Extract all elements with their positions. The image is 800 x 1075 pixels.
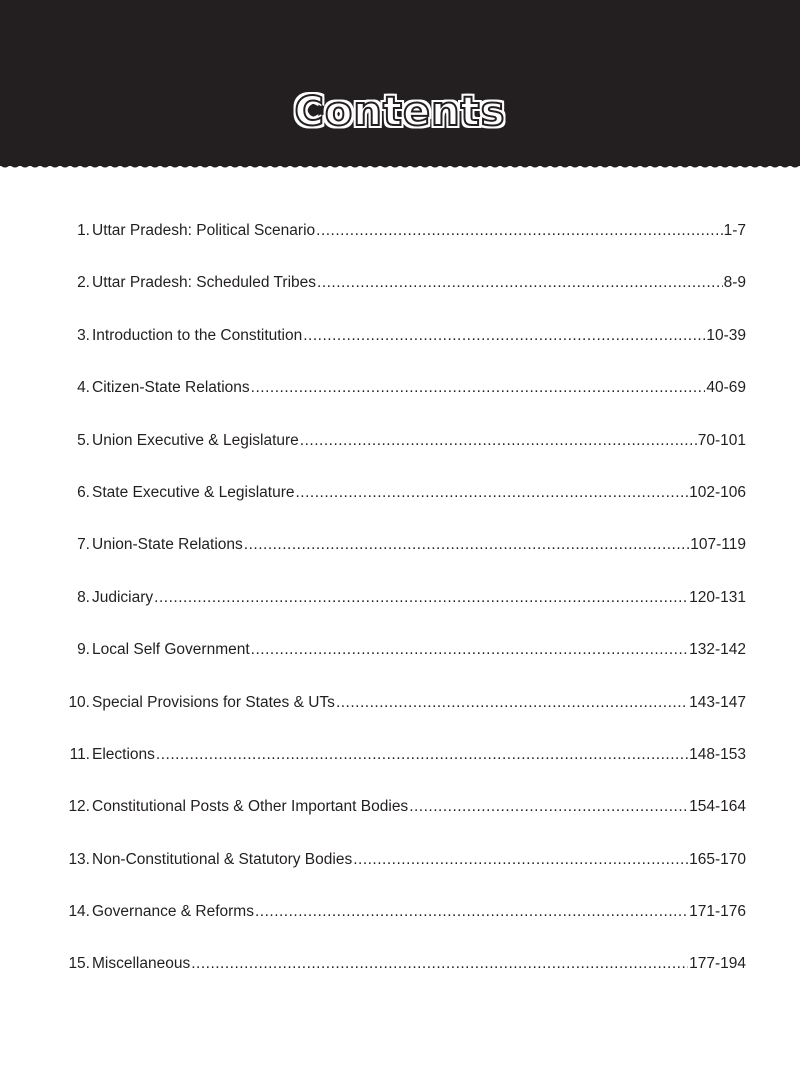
dot-leader: [409, 798, 688, 816]
dot-leader: [317, 274, 723, 292]
toc-title: Judiciary: [92, 588, 154, 606]
toc-title: Uttar Pradesh: Scheduled Tribes: [92, 274, 317, 292]
toc-row[interactable]: [60, 274, 746, 326]
toc-title: Citizen-State Relations: [92, 379, 250, 397]
toc-number: 10.: [68, 693, 90, 711]
toc-title: Union-State Relations: [92, 536, 243, 554]
dot-leader: [303, 327, 705, 345]
toc-row[interactable]: [60, 903, 746, 955]
header-banner: [0, 0, 800, 166]
toc-number: 6.: [77, 483, 90, 501]
toc-title: Uttar Pradesh: Political Scenario: [92, 222, 316, 239]
toc-pages: 177-194: [689, 955, 746, 973]
dot-leader: [191, 955, 688, 973]
toc-title: Non-Constitutional & Statutory Bodies: [92, 850, 353, 868]
toc-title: Special Provisions for States & UTs: [92, 693, 335, 711]
toc-pages: 10-39: [706, 326, 746, 344]
toc-row[interactable]: [60, 379, 746, 431]
toc-pages: 143-147: [689, 693, 746, 711]
toc-row[interactable]: [60, 327, 746, 379]
toc-number: 5.: [77, 431, 90, 449]
toc-number: 13.: [68, 850, 90, 868]
toc-row[interactable]: [60, 484, 746, 536]
toc-pages: 1-7: [723, 222, 746, 239]
toc-pages: 70-101: [697, 431, 746, 449]
toc-row[interactable]: [60, 955, 746, 1007]
toc-number: 1.: [77, 222, 90, 239]
toc-number: 12.: [68, 798, 90, 816]
toc-pages: 8-9: [723, 274, 746, 292]
dot-leader: [300, 432, 697, 450]
toc-number: 8.: [77, 588, 90, 606]
toc-title: Elections: [92, 745, 155, 763]
toc-number: 3.: [77, 326, 90, 344]
toc-row[interactable]: [60, 746, 746, 798]
toc-row[interactable]: [60, 798, 746, 850]
toc-row[interactable]: [60, 851, 746, 903]
toc-row[interactable]: [60, 536, 746, 588]
dot-leader: [156, 746, 688, 764]
toc-number: 9.: [77, 641, 90, 659]
toc-title: Local Self Government: [92, 641, 250, 659]
toc-row[interactable]: [60, 694, 746, 746]
toc-pages: 107-119: [690, 536, 746, 554]
dot-leader: [295, 484, 688, 502]
toc-row[interactable]: [60, 641, 746, 693]
page-title: Contents: [294, 89, 506, 135]
dot-leader: [154, 589, 688, 607]
toc-row[interactable]: [60, 432, 746, 484]
toc-pages: 154-164: [689, 798, 746, 816]
toc-number: 2.: [77, 274, 90, 292]
scalloped-edge: [0, 160, 800, 172]
toc-pages: 165-170: [689, 850, 746, 868]
toc-number: 11.: [69, 745, 90, 763]
toc-pages: 102-106: [689, 483, 746, 501]
toc-row[interactable]: [60, 589, 746, 641]
toc-pages: 40-69: [706, 379, 746, 397]
toc-pages: 132-142: [689, 641, 746, 659]
toc-title: Introduction to the Constitution: [92, 326, 303, 344]
toc-number: 4.: [77, 379, 90, 397]
dot-leader: [251, 379, 706, 397]
toc-title: State Executive & Legislature: [92, 483, 295, 501]
toc-title: Union Executive & Legislature: [92, 431, 299, 449]
toc-number: 7.: [77, 536, 90, 554]
toc-pages: 120-131: [689, 588, 746, 606]
toc-number: 14.: [68, 903, 90, 921]
dot-leader: [251, 641, 688, 659]
toc-pages: 148-153: [689, 745, 746, 763]
table-of-contents: [60, 222, 746, 1008]
dot-leader: [336, 694, 688, 712]
dot-leader: [353, 851, 688, 869]
dot-leader: [244, 536, 689, 554]
toc-title: Miscellaneous: [92, 955, 191, 973]
toc-title: Governance & Reforms: [92, 903, 254, 921]
toc-pages: 171-176: [689, 903, 746, 921]
toc-row[interactable]: [60, 222, 746, 274]
dot-leader: [255, 903, 688, 921]
toc-number: 15.: [68, 955, 90, 973]
toc-title: Constitutional Posts & Other Important Bodies: [92, 798, 409, 816]
dot-leader: [316, 222, 722, 240]
